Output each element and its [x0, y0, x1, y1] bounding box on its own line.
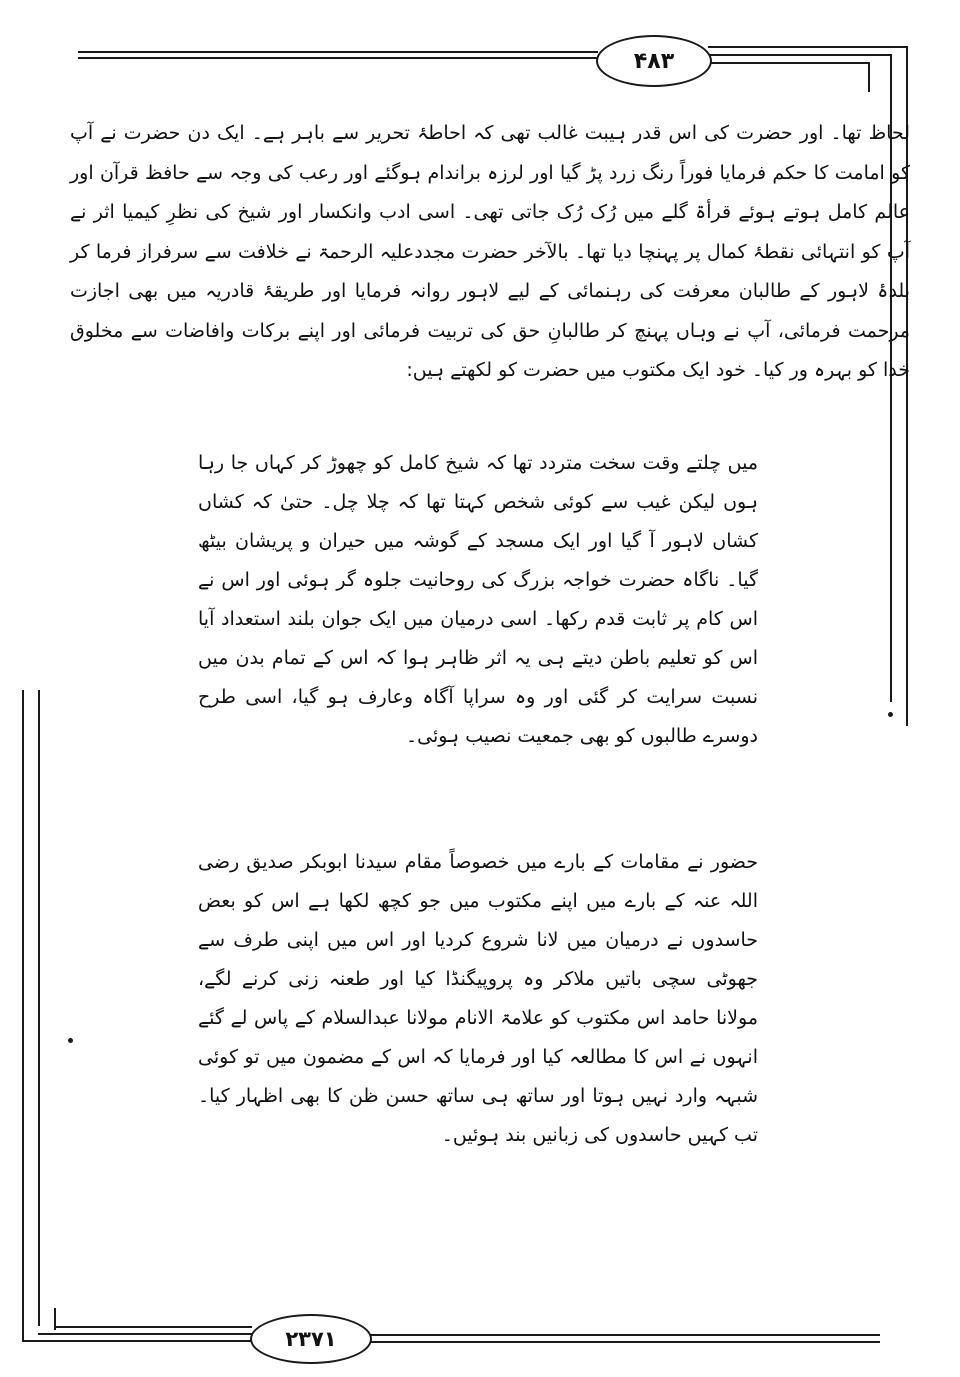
frame-bottom-rule-4: [368, 1334, 880, 1336]
frame-bottom-rule-5: [368, 1341, 880, 1343]
quoted-letter-paragraph: میں چلتے وقت سخت متردد تھا کہ شیخ کامل کو چھوڑ کر کہاں جا رہا ہوں لیکن غیب سے کوئی شخص کہتا تھا کہ چلا چل۔ حتیٰ کہ کشاں کشاں لاہور آ گیا اور ایک مسجد کے گوشہ میں حیران و پریشان بیٹھ گیا۔ ناگاہ حضرت خواجہ بزرگ کی روحانیت جلوہ گر ہوئی اور اس نے اس کام پر ثابت قدم رکھا۔ اسی درمیان میں ایک جوان بلند استعداد آیا اس کو تعلیم باطن دیتے ہی یہ اثر ظاہر ہوا کہ اس کے تمام بدن میں نسبت سرایت کر گئی اور وہ سراپا آگاہ وعارف ہو گیا، اسی طرح دوسرے طالبوں کو بھی جمعیت نصیب ہوئی۔: [198, 452, 758, 747]
intro-paragraph: لحاظ تھا۔ اور حضرت کی اس قدر ہیبت غالب تھی کہ احاطۂ تحریر سے باہر ہے۔ ایک دن حضرت نے آپ کو امامت کا حکم فرمایا فوراً رنگ زرد پڑ گیا اور لرزہ براندام ہوگئے اور رعب کی وجہ سے حافظ قرآن اور عالم کامل ہوتے ہوئے قرأۃ گلے میں رُک رُک جاتی تھی۔ اسی ادب وانکسار اور شیخ کی نظرِ کیمیا اثر نے آپ کو انتہائی نقطۂ کمال پر پہنچا دیا تھا۔ بالآخر حضرت مجددعلیہ الرحمۃ نے خلافت سے سرفراز فرما کر بلدۂ لاہور کے طالبان معرفت کی رہنمائی کے لیے لاہور روانہ فرمایا اور طریقۂ قادریہ میں بھی اجازت مرحمت فرمائی، آپ نے وہاں پہنچ کر طالبانِ حق کی تربیت فرمائی اور اپنے برکات وافاضات سے مخلوق خدا کو بہرہ ور کیا۔ خود ایک مکتوب میں حضرت کو لکھتے ہیں:: [70, 122, 910, 381]
frame-top-rule-2: [78, 57, 598, 59]
margin-dot-left: [68, 1038, 73, 1043]
frame-bottom-rule-2: [38, 1333, 252, 1335]
frame-right-vertical-3: [868, 62, 870, 92]
frame-bottom-rule-1: [22, 1340, 252, 1342]
frame-left-vertical-1: [22, 690, 24, 1342]
page-number-top: ۴۸۳: [596, 35, 712, 87]
closing-paragraph: حضور نے مقامات کے بارے میں خصوصاً مقام سیدنا ابوبکر صدیق رضی اللہ عنہ کے بارے میں اپنے مکتوب میں جو کچھ لکھا ہے اس کو بعض حاسدوں نے درمیان میں لانا شروع کردیا اور اس میں اپنی طرف سے جھوٹی سچی باتیں ملاکر وہ پروپیگنڈا کیا اور طعنہ زنی کرنے لگے، مولانا حامد اس مکتوب کو علامۃ الانام مولانا عبدالسلام کے پاس لے گئے انہوں نے اس کا مطالعہ کیا اور فرمایا کہ اس کے مضمون میں تو کوئی شبہہ وارد نہیں ہوتا اور ساتھ ہی ساتھ حسن ظن کا بھی اظہار کیا۔ تب کہیں حاسدوں کی زبانیں بند ہوئیں۔: [198, 851, 758, 1146]
margin-dot-right: [888, 712, 893, 717]
frame-bottom-rule-3: [54, 1326, 252, 1328]
page-number-bottom: ۲۳۷۱: [250, 1314, 372, 1364]
frame-top-rule-1: [78, 51, 598, 53]
frame-left-vertical-2: [38, 690, 40, 1326]
frame-top-rule-4: [708, 54, 892, 56]
frame-top-rule-5: [708, 62, 868, 64]
frame-top-rule-3: [708, 46, 908, 48]
